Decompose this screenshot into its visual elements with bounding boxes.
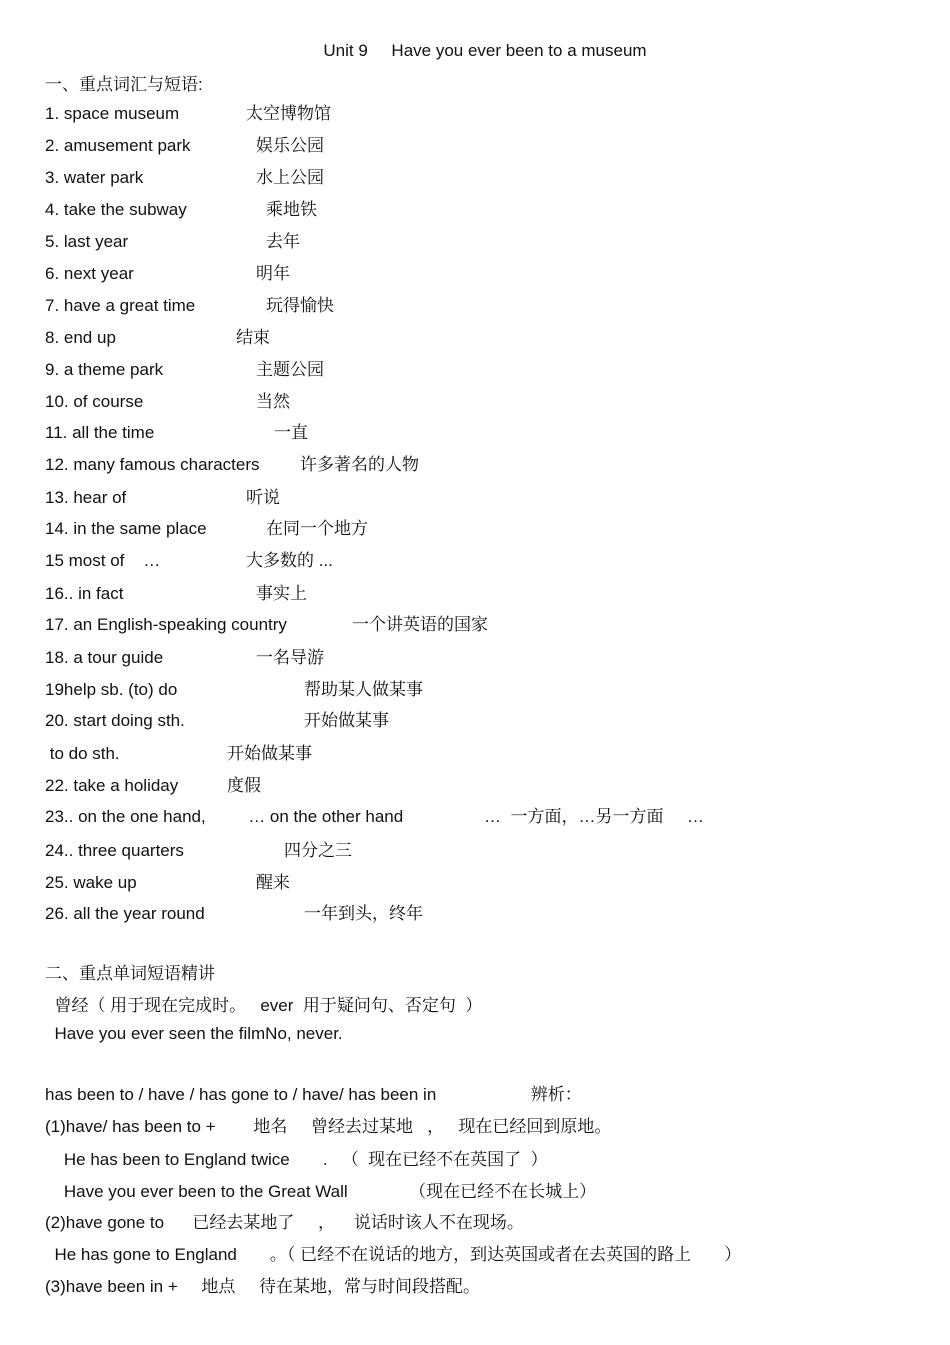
- vocab-chinese: 明年: [256, 264, 290, 283]
- rule-2: (2)have gone to 已经去某地了 ， 说话时该人不在现场。: [45, 1213, 524, 1232]
- vocab-chinese: 在同一个地方: [266, 519, 368, 538]
- vocab-chinese: 四分之三: [284, 841, 352, 860]
- vocab-english: 22. take a holiday: [45, 776, 179, 795]
- vocab-chinese: 一名导游: [256, 648, 324, 667]
- vocab-english: to do sth.: [45, 744, 120, 763]
- vocab-chinese: 一个讲英语的国家: [352, 615, 488, 634]
- vocab-chinese: 开始做某事: [304, 711, 389, 730]
- vocab-english: 7. have a great time: [45, 296, 196, 315]
- vocab-english: 23.. on the one hand, … on the other hand: [45, 807, 404, 826]
- vocab-english: 26. all the year round: [45, 904, 205, 923]
- vocab-english: 24.. three quarters: [45, 841, 184, 860]
- vocab-chinese: 事实上: [256, 584, 307, 603]
- vocab-chinese: 主题公园: [256, 360, 324, 379]
- vocab-english: 13. hear of: [45, 488, 127, 507]
- vocab-chinese: 度假: [227, 776, 261, 795]
- page-title: Unit 9 Have you ever been to a museum: [323, 41, 647, 60]
- vocab-english: 18. a tour guide: [45, 648, 164, 667]
- vocab-english: 10. of course: [45, 392, 144, 411]
- vocab-chinese: 一年到头，终年: [304, 904, 423, 923]
- vocab-english: 16.. in fact: [45, 584, 124, 603]
- vocab-chinese: 大多数的 ...: [246, 551, 333, 570]
- vocab-chinese: 结束: [236, 328, 270, 347]
- example-sentence: Have you ever been to the Great Wall （现在已经不在长城上）: [45, 1182, 597, 1201]
- explanation-line: 曾经（ 用于现在完成时。 ever 用于疑问句、否定句 ）: [45, 996, 483, 1015]
- vocab-chinese: 一直: [274, 423, 308, 442]
- vocab-chinese: 许多著名的人物: [300, 455, 419, 474]
- example-sentence: He has gone to England 。（ 已经不在说话的地方，到达英国或者在去英国的路上 ）: [45, 1245, 742, 1264]
- example-sentence: Have you ever seen the filmNo, never.: [45, 1024, 343, 1043]
- vocab-english: 9. a theme park: [45, 360, 164, 379]
- vocab-chinese: 太空博物馆: [246, 104, 331, 123]
- vocab-english: 5. last year: [45, 232, 129, 251]
- vocab-chinese: 听说: [246, 488, 280, 507]
- vocab-english: 1. space museum: [45, 104, 180, 123]
- vocab-english: 6. next year: [45, 264, 134, 283]
- vocab-chinese: 乘地铁: [266, 200, 317, 219]
- section-2-heading: 二、重点单词短语精讲: [45, 964, 215, 983]
- vocab-chinese: 水上公园: [256, 168, 324, 187]
- rule-1: (1)have/ has been to + 地名 曾经去过某地 ， 现在已经回到原地。: [45, 1117, 612, 1136]
- vocab-chinese: 去年: [266, 232, 300, 251]
- vocab-english: 15 most of …: [45, 551, 161, 570]
- vocab-english: 11. all the time: [45, 423, 155, 442]
- vocab-chinese: 娱乐公园: [256, 136, 324, 155]
- vocab-chinese: 当然: [256, 392, 290, 411]
- vocab-english: 17. an English-speaking country: [45, 615, 287, 634]
- vocab-english: 2. amusement park: [45, 136, 191, 155]
- vocab-chinese: … 一方面，…另一方面 …: [484, 807, 705, 826]
- vocab-english: 12. many famous characters: [45, 455, 260, 474]
- vocab-english: 14. in the same place: [45, 519, 207, 538]
- vocab-english: 4. take the subway: [45, 200, 187, 219]
- vocab-chinese: 开始做某事: [227, 744, 312, 763]
- vocab-chinese: 帮助某人做某事: [304, 680, 423, 699]
- vocab-chinese: 醒来: [256, 873, 290, 892]
- vocab-chinese: 玩得愉快: [266, 296, 334, 315]
- vocab-english: 3. water park: [45, 168, 144, 187]
- vocab-english: 8. end up: [45, 328, 116, 347]
- vocab-english: 19help sb. (to) do: [45, 680, 178, 699]
- vocab-english: 20. start doing sth.: [45, 711, 185, 730]
- section-1-heading: 一、重点词汇与短语:: [45, 75, 203, 94]
- rule-3: (3)have been in + 地点 待在某地，常与时间段搭配。: [45, 1277, 481, 1296]
- example-sentence: He has been to England twice . （ 现在已经不在英国了 ）: [45, 1150, 548, 1169]
- vocab-english: 25. wake up: [45, 873, 137, 892]
- comparison-heading: has been to / have / has gone to / have/ has been in 辨析：: [45, 1085, 582, 1104]
